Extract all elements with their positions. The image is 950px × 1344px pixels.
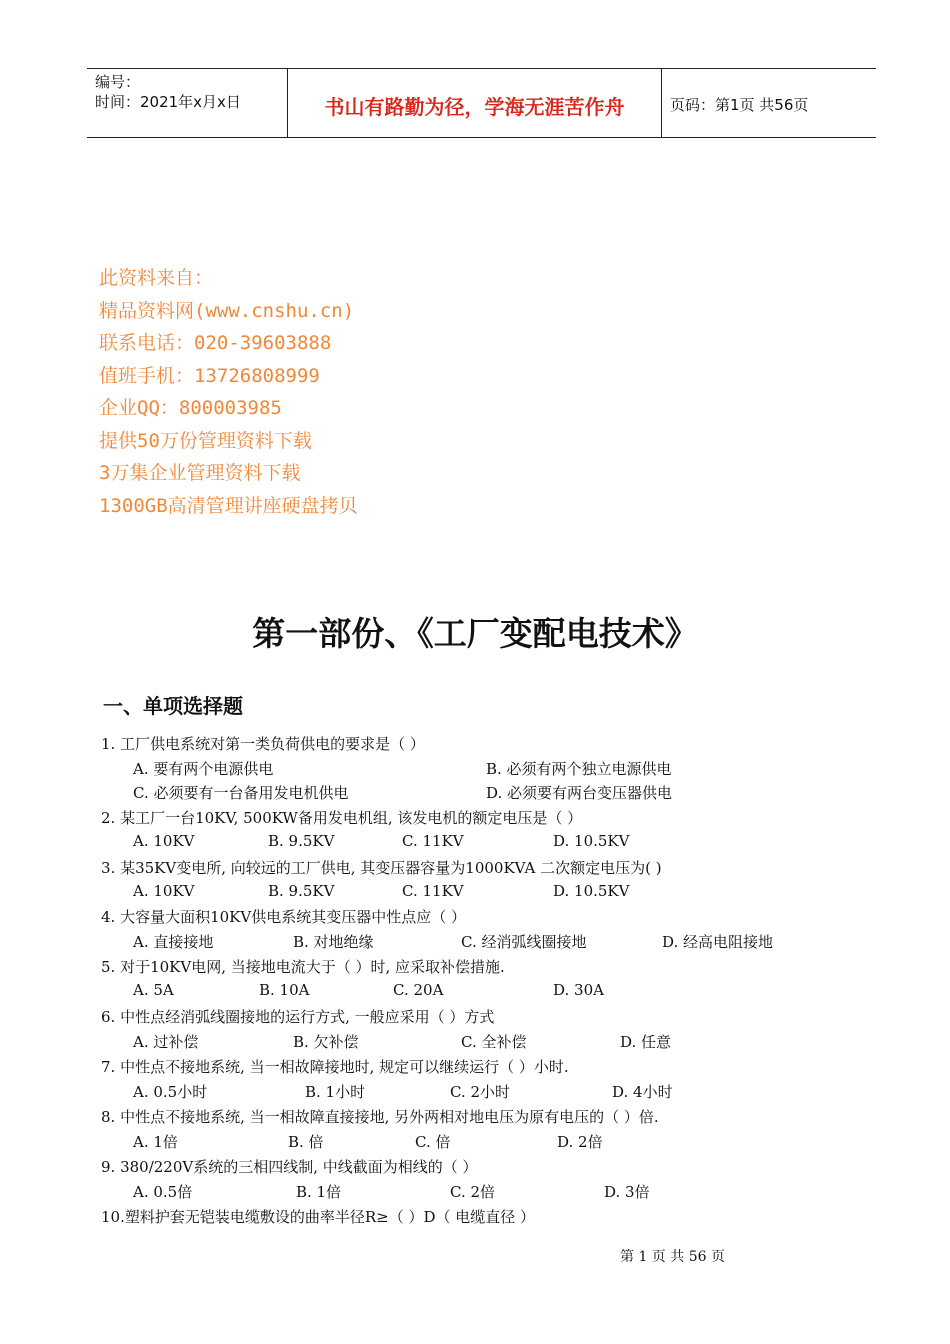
question-option: C. 经消弧线圈接地 (461, 933, 587, 951)
question-option: D. 3倍 (604, 1183, 650, 1201)
question-option: B. 必须有两个独立电源供电 (486, 760, 672, 778)
question-option: D. 必须要有两台变压器供电 (486, 784, 673, 802)
page-footer: 第 1 页 共 56 页 (620, 1249, 725, 1265)
header-motto-cell (287, 69, 662, 137)
page-header (87, 68, 876, 138)
question-option: C. 全补偿 (461, 1033, 527, 1051)
source-line: 提供50万份管理资料下载 (99, 429, 312, 452)
question-option: A. 要有两个电源供电 (133, 760, 274, 778)
time-label: 时间：2021年x月x日 (95, 93, 241, 111)
question-option: B. 欠补偿 (293, 1033, 359, 1051)
question-stem: 2. 某工厂一台10KV, 500KW备用发电机组, 该发电机的额定电压是（ ） (101, 809, 583, 827)
question-stem: 10.塑料护套无铠装电缆敷设的曲率半径R≥（ ）D（ 电缆直径 ） (101, 1208, 536, 1226)
question-option: C. 20A (393, 981, 444, 999)
number-label: 编号： (95, 73, 141, 91)
header-right-cell (661, 69, 876, 137)
question-option: D. 10.5KV (553, 832, 630, 850)
question-option: B. 9.5KV (268, 832, 335, 850)
question-option: C. 倍 (415, 1133, 451, 1151)
question-option: B. 倍 (288, 1133, 324, 1151)
question-option: B. 对地绝缘 (293, 933, 374, 951)
source-line: 1300GB高清管理讲座硬盘拷贝 (99, 494, 358, 517)
question-option: D. 4小时 (612, 1083, 673, 1101)
question-stem: 1. 工厂供电系统对第一类负荷供电的要求是（ ） (101, 735, 425, 753)
question-option: B. 9.5KV (268, 882, 335, 900)
question-stem: 3. 某35KV变电所, 向较远的工厂供电, 其变压器容量为1000KVA 二次额定电压为( ) (101, 859, 662, 877)
header-motto: 书山有路勤为径，学海无涯苦作舟 (324, 95, 625, 119)
section-heading: 一、单项选择题 (103, 694, 243, 718)
source-line: 企业QQ：800003985 (99, 397, 282, 419)
document-title: 第一部份、《工厂变配电技术》 (252, 614, 698, 653)
question-option: A. 0.5倍 (133, 1183, 193, 1201)
question-stem: 4. 大容量大面积10KV供电系统其变压器中性点应（ ） (101, 908, 466, 926)
question-option: A. 10KV (133, 832, 195, 850)
question-stem: 7. 中性点不接地系统, 当一相故障接地时, 规定可以继续运行（ ）小时. (101, 1058, 569, 1076)
source-info-block (99, 262, 358, 522)
question-option: A. 5A (133, 981, 174, 999)
question-option: D. 任意 (620, 1033, 672, 1051)
header-left-cell (87, 69, 287, 137)
source-line: 值班手机：13726808999 (99, 364, 320, 387)
question-option: B. 1倍 (296, 1183, 342, 1201)
question-option: C. 11KV (402, 832, 464, 850)
question-option: D. 10.5KV (553, 882, 630, 900)
question-stem: 8. 中性点不接地系统, 当一相故障直接接地, 另外两相对地电压为原有电压的（ ）倍. (101, 1108, 659, 1126)
question-option: D. 30A (553, 981, 604, 999)
question-stem: 9. 380/220V系统的三相四线制, 中线截面为相线的（ ） (101, 1158, 478, 1176)
source-line: 3万集企业管理资料下载 (99, 462, 301, 484)
question-stem: 5. 对于10KV电网, 当接地电流大于（ ）时, 应采取补偿措施. (101, 958, 505, 976)
source-line: 精品资料网(www.cnshu.cn) (99, 299, 355, 322)
question-option: A. 过补偿 (133, 1033, 199, 1051)
page-label: 页码：第1页 共56页 (670, 96, 809, 114)
source-line: 联系电话：020-39603888 (99, 332, 332, 354)
question-option: A. 1倍 (133, 1133, 178, 1151)
question-option: A. 0.5小时 (133, 1083, 208, 1101)
question-option: A. 直接接地 (133, 933, 214, 951)
question-option: C. 11KV (402, 882, 464, 900)
question-option: D. 2倍 (557, 1133, 603, 1151)
question-option: C. 必须要有一台备用发电机供电 (133, 784, 349, 802)
question-option: C. 2小时 (450, 1083, 511, 1101)
question-option: B. 10A (259, 981, 310, 999)
source-line: 此资料来自： (99, 267, 214, 289)
question-option: C. 2倍 (450, 1183, 496, 1201)
question-option: B. 1小时 (305, 1083, 366, 1101)
question-option: A. 10KV (133, 882, 195, 900)
question-stem: 6. 中性点经消弧线圈接地的运行方式, 一般应采用（ ）方式 (101, 1008, 495, 1026)
question-option: D. 经高电阻接地 (662, 933, 774, 951)
